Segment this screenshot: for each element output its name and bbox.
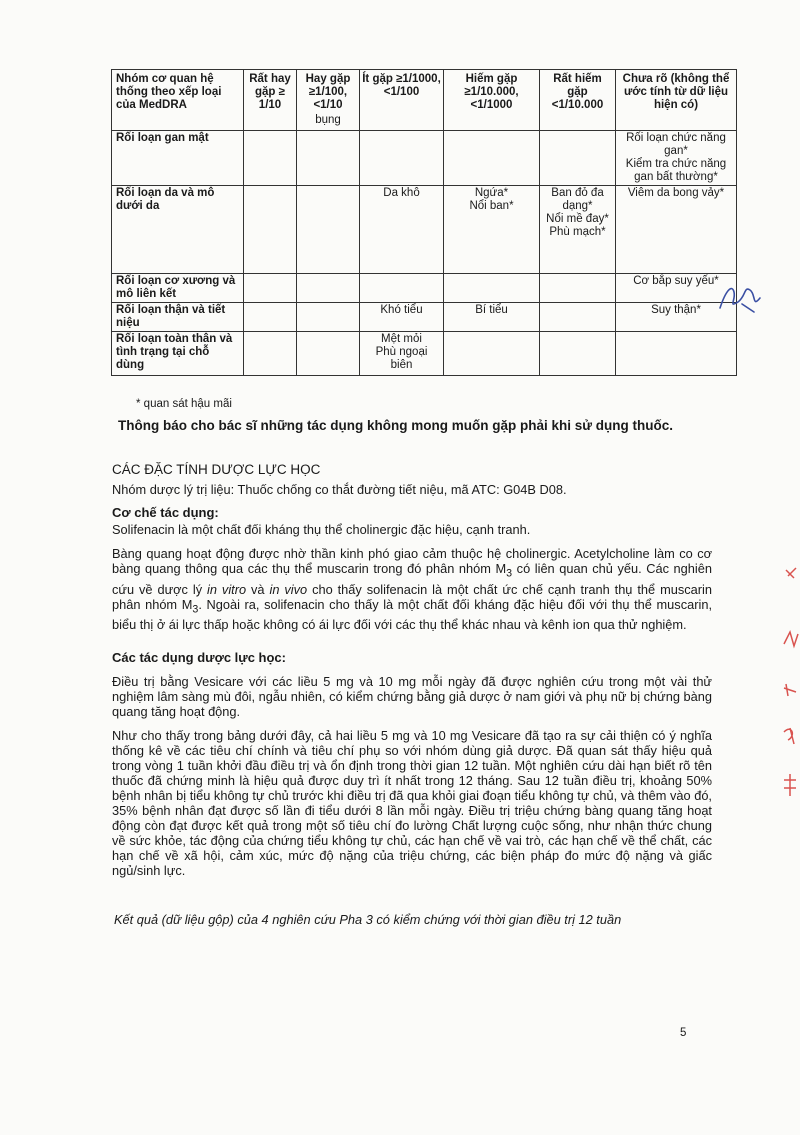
- cell: Suy thận*: [616, 303, 737, 332]
- mechanism-paragraph-2: [112, 546, 712, 632]
- cell: [444, 332, 540, 376]
- text-segment: cho thấy solifenacin là một chất ức chế cạnh tranh thụ thể muscarin phân nhóm M: [112, 581, 712, 612]
- pharmacodynamics-paragraph-2: Như cho thấy trong bảng dưới đây, cả hai liều 5 mg và 10 mg Vesicare đã tạo ra sự cải thiện có ý nghĩa thống kê về các tiêu chí chính và tiêu chí phụ so với nhóm dùng giả dược. Đã quan sát thấy hiệu quả trong vòng 1 tuần khởi đầu điều trị và ổn định trong thời gian 12 tuần. Một nghiên cứu dài hạn biết rõ tên thuốc đã chứng minh là hiệu quả được duy trì ít nhất trong 12 tháng. Sau 12 tuần điều trị, khoảng 50% bệnh nhân bị tiểu không tự chủ trước khi điều trị đã qua khỏi giai đoạn tiểu không tự chủ, và thêm vào đó, 35% bệnh nhân đạt được số lần đi tiểu dưới 8 lần mỗi ngày. Điều trị triệu chứng bàng quang tăng hoạt động còn đạt được kết quả trong một số tiêu chí đo lường Chất lượng cuộc sống, như nhận thức chung về sức khỏe, tác động của chứng tiểu không tự chủ, các hạn chế về vai trò, các hạn chế về thể chất, các hạn chế về xã hội, cảm xúc, mức độ nặng của triệu chứng, các biện pháp đo mức độ nặng và giấc ngủ/sinh lực.: [112, 728, 712, 878]
- cell: [244, 186, 297, 274]
- header-uncommon: Ít gặp ≥1/1000, <1/100: [360, 70, 444, 131]
- doctor-notice: Thông báo cho bác sĩ những tác dụng không mong muốn gặp phải khi sử dụng thuốc.: [118, 418, 674, 433]
- cell: [444, 274, 540, 303]
- cell: Ban đỏ đa dạng* Nổi mề đay* Phù mạch*: [540, 186, 616, 274]
- cell: Rối loạn chức năng gan* Kiểm tra chức năng gan bất thường*: [616, 131, 737, 186]
- header-very-common: Rất hay gặp ≥ 1/10: [244, 70, 297, 131]
- cell: [244, 332, 297, 376]
- adverse-effects-table: [111, 69, 737, 376]
- cell: [540, 332, 616, 376]
- cell: [616, 332, 737, 376]
- italic-term: in vitro: [207, 581, 247, 597]
- results-caption: Kết quả (dữ liệu gộp) của 4 nghiên cứu Pha 3 có kiểm chứng với thời gian điều trị 12 tuần: [114, 912, 622, 927]
- cell: Da khô: [360, 186, 444, 274]
- table-row: [112, 274, 737, 303]
- page-number: 5: [680, 1027, 687, 1039]
- row-organ: Rối loạn cơ xương và mô liên kết: [112, 274, 244, 303]
- mechanism-paragraph-1: Solifenacin là một chất đối kháng thụ thể cholinergic đặc hiệu, cạnh tranh.: [112, 522, 531, 537]
- cell: Cơ bắp suy yếu*: [616, 274, 737, 303]
- text-segment: và: [246, 581, 270, 597]
- italic-term: in vivo: [269, 581, 308, 597]
- cell: [297, 303, 360, 332]
- cell: Ngứa* Nổi ban*: [444, 186, 540, 274]
- cell: [360, 131, 444, 186]
- row-organ: Rối loạn toàn thân và tình trạng tại chỗ dùng: [112, 332, 244, 376]
- text-segment: có liên quan chủ yếu. Các nghiên cứu về dược lý: [112, 561, 712, 597]
- header-organ-class: Nhóm cơ quan hệ thống theo xếp loại của MedDRA: [112, 70, 244, 131]
- table-header-row: [112, 70, 737, 131]
- cell: [540, 131, 616, 186]
- margin-stamp-mark: [778, 560, 800, 820]
- cell: [297, 186, 360, 274]
- cell: [297, 332, 360, 376]
- cell: Mệt mỏi Phù ngoại biên: [360, 332, 444, 376]
- header-common-label: Hay gặp ≥1/100, <1/10: [305, 73, 351, 111]
- header-very-rare: Rất hiếm gặp <1/10.000: [540, 70, 616, 131]
- cell: [540, 303, 616, 332]
- mechanism-title: Cơ chế tác dụng:: [112, 505, 219, 520]
- signature-mark: [716, 278, 766, 318]
- cell: [444, 131, 540, 186]
- table-row: [112, 131, 737, 186]
- header-overflow-text: bụng: [315, 114, 341, 126]
- cell: [297, 131, 360, 186]
- header-common: [297, 70, 360, 131]
- cell: [540, 274, 616, 303]
- subscript: 3: [192, 603, 199, 616]
- cell: Bí tiểu: [444, 303, 540, 332]
- cell: Khó tiểu: [360, 303, 444, 332]
- text-segment: . Ngoài ra, solifenacin cho thấy là một chất đối kháng đặc hiệu đối với thụ thể muscarin, biểu thị ở ái lực thấp hoặc không có ái lực đối với các thụ thể khác nhau và kênh ion qua thử nghiệm.: [112, 596, 712, 633]
- text-segment: Bàng quang hoạt động được nhờ thần kinh phó giao cảm thuộc hệ cholinergic. Acetylcholine làm co cơ bàng quang thông qua các thụ thể muscarin trong đó phân nhóm M: [112, 546, 712, 576]
- cell: [244, 274, 297, 303]
- pharmacodynamics-paragraph-1: Điều trị bằng Vesicare với các liều 5 mg và 10 mg mỗi ngày đã được nghiên cứu trong một vài thử nghiệm lâm sàng mù đôi, ngẫu nhiên, có kiểm chứng bằng giả dược ở nam giới và phụ nữ bị chứng bàng quang tăng hoạt động.: [112, 674, 712, 719]
- cell: Viêm da bong vảy*: [616, 186, 737, 274]
- header-rare: Hiếm gặp ≥1/10.000, <1/1000: [444, 70, 540, 131]
- cell: [297, 274, 360, 303]
- cell: [360, 274, 444, 303]
- table-row: [112, 186, 737, 274]
- therapeutic-group: Nhóm dược lý trị liệu: Thuốc chống co thắt đường tiết niệu, mã ATC: G04B D08.: [112, 482, 567, 497]
- table-row: [112, 303, 737, 332]
- section-title: CÁC ĐẶC TÍNH DƯỢC LỰC HỌC: [112, 462, 321, 477]
- header-unknown: Chưa rõ (không thể ước tính từ dữ liệu hiện có): [616, 70, 737, 131]
- row-organ: Rối loạn da và mô dưới da: [112, 186, 244, 274]
- pharmacodynamics-title: Các tác dụng dược lực học:: [112, 650, 286, 665]
- row-organ: Rối loạn gan mật: [112, 131, 244, 186]
- cell: [244, 131, 297, 186]
- cell: [244, 303, 297, 332]
- row-organ: Rối loạn thận và tiết niệu: [112, 303, 244, 332]
- table-row: [112, 332, 737, 376]
- table-footnote: * quan sát hậu mãi: [136, 398, 232, 410]
- subscript: 3: [506, 567, 513, 580]
